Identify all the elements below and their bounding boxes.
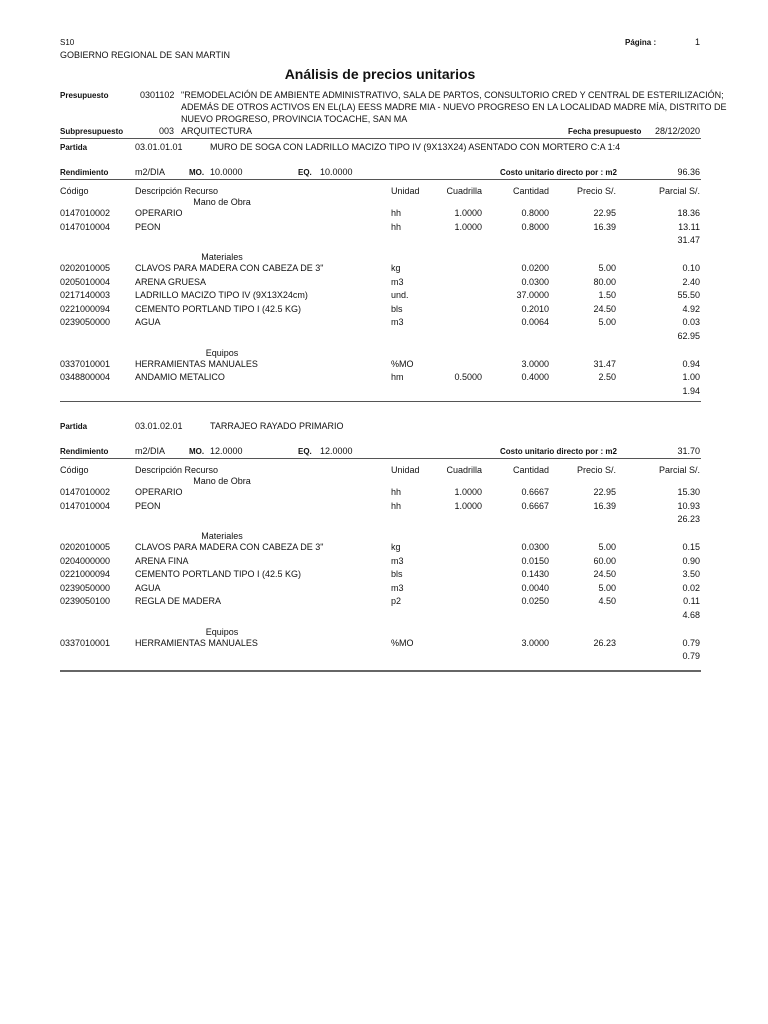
- row-cuadrilla: 1.0000: [454, 487, 482, 497]
- row-unidad: bls: [391, 303, 403, 314]
- mo-value: 10.0000: [210, 167, 243, 177]
- page-end-divider: [60, 670, 701, 672]
- row-descripcion: CLAVOS PARA MADERA CON CABEZA DE 3": [135, 263, 324, 273]
- row-cantidad: 0.0064: [521, 317, 549, 327]
- group-subtotal: 1.94: [682, 385, 700, 396]
- row-parcial: 18.36: [677, 208, 700, 218]
- subpresupuesto-name: ARQUITECTURA: [181, 126, 253, 136]
- row-parcial: 0.15: [682, 542, 700, 552]
- col-header-parcial: Parcial S/.: [658, 186, 700, 196]
- row-descripcion: LADRILLO MACIZO TIPO IV (9X13X24cm): [135, 290, 308, 300]
- row-codigo: 0202010005: [60, 263, 111, 273]
- row-unidad: %MO: [391, 358, 414, 369]
- row-precio: 26.23: [593, 637, 616, 648]
- row-precio: 16.39: [593, 500, 616, 511]
- fecha-label: Fecha presupuesto: [568, 127, 642, 136]
- group-subtotal: 31.47: [677, 235, 700, 245]
- subpresupuesto-code: 003: [159, 126, 175, 136]
- row-codigo: 0221000094: [60, 303, 111, 314]
- row-descripcion: ANDAMIO METALICO: [135, 372, 225, 382]
- row-precio: 60.00: [593, 555, 616, 566]
- row-codigo: 0348800004: [60, 372, 111, 382]
- row-codigo: 0337010001: [60, 358, 111, 369]
- costo-label: Costo unitario directo por : m2: [500, 168, 617, 177]
- row-unidad: bls: [391, 569, 403, 579]
- row-precio: 5.00: [598, 263, 616, 273]
- row-cuadrilla: 1.0000: [454, 221, 482, 232]
- row-cuadrilla: 0.5000: [454, 372, 482, 382]
- row-unidad: hh: [391, 487, 402, 497]
- presupuesto-label: Presupuesto: [60, 91, 109, 100]
- row-cantidad: 0.8000: [521, 208, 549, 218]
- row-cantidad: 0.0040: [521, 582, 549, 593]
- group-subtotal: 62.95: [677, 330, 700, 341]
- row-cantidad: 0.0300: [521, 276, 549, 287]
- row-descripcion: ARENA GRUESA: [135, 276, 207, 287]
- presupuesto-code: 0301102: [140, 90, 175, 100]
- eq-label: EQ.: [298, 168, 312, 177]
- row-unidad: m3: [391, 317, 404, 327]
- row-descripcion: REGLA DE MADERA: [135, 596, 222, 606]
- row-precio: 5.00: [598, 317, 616, 327]
- row-parcial: 55.50: [677, 290, 700, 300]
- row-codigo: 0239050100: [60, 596, 111, 606]
- row-cuadrilla: 1.0000: [454, 500, 482, 511]
- group-heading: Equipos: [205, 626, 239, 637]
- col-header-parcial: Parcial S/.: [658, 465, 700, 475]
- row-precio: 2.50: [598, 372, 616, 382]
- row-descripcion: CLAVOS PARA MADERA CON CABEZA DE 3": [135, 542, 324, 552]
- row-parcial: 1.00: [682, 372, 700, 382]
- row-cantidad: 0.0250: [521, 596, 549, 606]
- col-header-codigo: Código: [60, 465, 89, 475]
- col-header-cuadrilla: Cuadrilla: [446, 186, 482, 196]
- fecha-value: 28/12/2020: [654, 126, 700, 136]
- row-parcial: 13.11: [678, 221, 700, 232]
- partida-name: TARRAJEO RAYADO PRIMARIO: [210, 421, 344, 431]
- row-unidad: kg: [391, 542, 401, 552]
- row-cantidad: 0.4000: [521, 372, 549, 382]
- group-subtotal: 4.68: [682, 609, 700, 620]
- row-descripcion: PEON: [135, 500, 161, 511]
- row-codigo: 0147010004: [60, 500, 111, 511]
- rendimiento-label: Rendimiento: [60, 447, 109, 456]
- organization-name: GOBIERNO REGIONAL DE SAN MARTIN: [60, 50, 231, 60]
- col-header-cantidad: Cantidad: [512, 465, 549, 475]
- row-descripcion: ARENA FINA: [135, 555, 189, 566]
- row-precio: 31.47: [593, 358, 616, 369]
- row-precio: 4.50: [598, 596, 616, 606]
- row-cantidad: 0.0150: [521, 555, 549, 566]
- mo-label: MO.: [189, 447, 205, 456]
- row-parcial: 10.93: [677, 500, 700, 511]
- col-header-descripcion: Descripción Recurso: [135, 465, 219, 475]
- eq-value: 10.0000: [320, 167, 353, 177]
- rendimiento-unit: m2/DIA: [135, 167, 166, 177]
- costo-value: 31.70: [677, 446, 700, 456]
- row-parcial: 3.50: [682, 569, 700, 579]
- row-parcial: 0.02: [682, 582, 700, 593]
- row-unidad: m3: [391, 582, 404, 593]
- subpresupuesto-label: Subpresupuesto: [60, 127, 124, 136]
- row-cantidad: 3.0000: [521, 358, 549, 369]
- col-header-codigo: Código: [60, 186, 89, 196]
- row-cantidad: 37.0000: [516, 290, 549, 300]
- row-precio: 1.50: [598, 290, 616, 300]
- row-precio: 80.00: [593, 276, 616, 287]
- row-cuadrilla: 1.0000: [454, 208, 482, 218]
- page-title: Análisis de precios unitarios: [284, 66, 476, 82]
- row-codigo: 0202010005: [60, 542, 111, 552]
- row-parcial: 0.10: [682, 263, 700, 273]
- col-header-precio: Precio S/.: [576, 465, 616, 475]
- row-codigo: 0337010001: [60, 637, 111, 648]
- row-unidad: p2: [391, 596, 402, 606]
- row-unidad: hh: [391, 500, 402, 511]
- page-label: Página :: [625, 38, 657, 47]
- col-header-unidad: Unidad: [391, 186, 420, 196]
- row-descripcion: OPERARIO: [135, 208, 183, 218]
- partida-name: MURO DE SOGA CON LADRILLO MACIZO TIPO IV (9X13X24) ASENTADO CON MORTERO C:A 1:4: [210, 142, 621, 152]
- row-descripcion: HERRAMIENTAS MANUALES: [135, 637, 258, 648]
- row-precio: 5.00: [598, 542, 616, 552]
- col-header-cuadrilla: Cuadrilla: [446, 465, 482, 475]
- col-header-unidad: Unidad: [391, 465, 420, 475]
- row-parcial: 0.03: [682, 317, 700, 327]
- row-unidad: kg: [391, 263, 401, 273]
- row-precio: 16.39: [593, 221, 616, 232]
- row-cantidad: 0.1430: [521, 569, 549, 579]
- group-heading: Materiales: [201, 531, 243, 541]
- row-codigo: 0239050000: [60, 582, 111, 593]
- row-descripcion: HERRAMIENTAS MANUALES: [135, 358, 258, 369]
- row-cantidad: 0.0200: [521, 263, 549, 273]
- presupuesto-desc-line2: ADEMÁS DE OTROS ACTIVOS EN EL(LA) EESS MADRE MIA - NUEVO PROGRESO EN LA LOCALIDAD MADRE MÍA, DISTRITO DE: [181, 102, 727, 112]
- row-cantidad: 0.8000: [521, 221, 549, 232]
- eq-label: EQ.: [298, 447, 312, 456]
- eq-value: 12.0000: [320, 446, 353, 456]
- row-parcial: 0.79: [682, 637, 700, 648]
- row-cantidad: 3.0000: [521, 637, 549, 648]
- group-subtotal: 26.23: [677, 514, 700, 524]
- row-descripcion: AGUA: [135, 317, 161, 327]
- group-heading: Mano de Obra: [193, 197, 251, 207]
- row-precio: 5.00: [598, 582, 616, 593]
- presupuesto-desc-line1: "REMODELACIÓN DE AMBIENTE ADMINISTRATIVO, SALA DE PARTOS, CONSULTORIO CRED Y CENTRAL DE ESTERILIZACIÓN;: [181, 90, 724, 100]
- row-codigo: 0204000000: [60, 555, 111, 566]
- group-heading: Equipos: [205, 347, 239, 358]
- col-header-descripcion: Descripción Recurso: [135, 186, 219, 196]
- row-codigo: 0221000094: [60, 569, 111, 579]
- row-unidad: hh: [391, 221, 402, 232]
- row-precio: 24.50: [593, 569, 616, 579]
- row-cantidad: 0.6667: [521, 487, 549, 497]
- report-code: S10: [60, 38, 75, 47]
- partida-divider: [60, 458, 701, 459]
- row-codigo: 0217140003: [60, 290, 111, 300]
- rendimiento-unit: m2/DIA: [135, 446, 166, 456]
- group-heading: Mano de Obra: [193, 476, 251, 486]
- row-cantidad: 0.2010: [521, 303, 549, 314]
- row-parcial: 2.40: [682, 276, 700, 287]
- row-unidad: hh: [391, 208, 402, 218]
- group-subtotal: 0.79: [682, 651, 700, 661]
- row-unidad: m3: [391, 276, 404, 287]
- partida-label: Partida: [60, 422, 88, 431]
- partida-label: Partida: [60, 143, 88, 152]
- row-cantidad: 0.0300: [521, 542, 549, 552]
- row-unidad: hm: [391, 372, 404, 382]
- row-parcial: 0.94: [682, 358, 700, 369]
- row-unidad: m3: [391, 555, 404, 566]
- row-codigo: 0147010002: [60, 208, 111, 218]
- row-descripcion: PEON: [135, 221, 161, 232]
- row-parcial: 0.90: [682, 555, 700, 566]
- row-precio: 22.95: [593, 208, 616, 218]
- row-descripcion: CEMENTO PORTLAND TIPO I (42.5 KG): [135, 569, 302, 579]
- col-header-precio: Precio S/.: [576, 186, 616, 196]
- row-precio: 24.50: [593, 303, 616, 314]
- row-codigo: 0147010002: [60, 487, 111, 497]
- rendimiento-label: Rendimiento: [60, 168, 109, 177]
- partida-end-divider: [60, 401, 701, 402]
- row-descripcion: AGUA: [135, 582, 161, 593]
- presupuesto-desc-line3: NUEVO PROGRESO, PROVINCIA TOCACHE, SAN MA: [181, 114, 408, 124]
- mo-value: 12.0000: [210, 446, 243, 456]
- row-codigo: 0147010004: [60, 221, 111, 232]
- row-codigo: 0239050000: [60, 317, 111, 327]
- row-precio: 22.95: [593, 487, 616, 497]
- row-parcial: 4.92: [682, 303, 700, 314]
- partida-code: 03.01.02.01: [135, 421, 183, 431]
- header-divider: [60, 138, 701, 139]
- row-descripcion: OPERARIO: [135, 487, 183, 497]
- partida-code: 03.01.01.01: [135, 142, 183, 152]
- row-unidad: und.: [391, 290, 409, 300]
- partida-divider: [60, 179, 701, 180]
- col-header-cantidad: Cantidad: [512, 186, 549, 196]
- row-parcial: 0.11: [683, 596, 700, 606]
- row-codigo: 0205010004: [60, 276, 111, 287]
- row-parcial: 15.30: [677, 487, 700, 497]
- mo-label: MO.: [189, 168, 205, 177]
- row-unidad: %MO: [391, 637, 414, 648]
- costo-label: Costo unitario directo por : m2: [500, 447, 617, 456]
- page-number: 1: [694, 37, 700, 47]
- costo-value: 96.36: [677, 167, 700, 177]
- row-cantidad: 0.6667: [521, 500, 549, 511]
- row-descripcion: CEMENTO PORTLAND TIPO I (42.5 KG): [135, 303, 302, 314]
- group-heading: Materiales: [201, 252, 243, 262]
